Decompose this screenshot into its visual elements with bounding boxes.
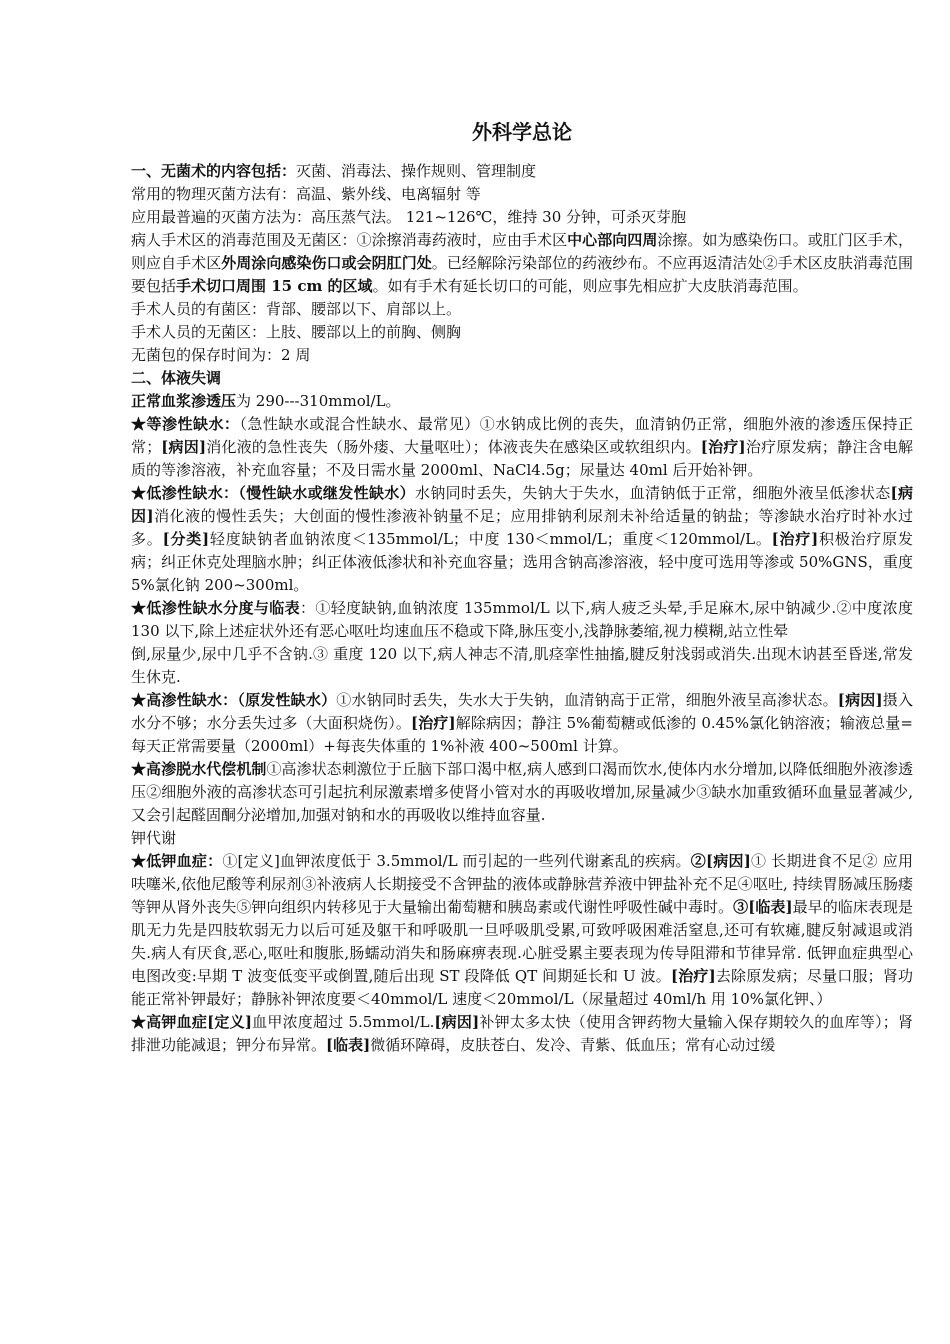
text-run: ①[定义]血钾浓度低于 3.5mmol/L 而引起的一些列代谢紊乱的疾病。 <box>222 852 691 870</box>
text-run: 病人手术区的消毒范围及无菌区：①涂擦消毒药液时，应由手术区 <box>131 231 568 249</box>
bold-run: ★等渗性缺水： <box>131 415 240 433</box>
physical-sterilization-line: 常用的物理灭菌方法有：高温、紫外线、电离辐射 等 <box>131 185 481 203</box>
common-sterilization-line: 应用最普遍的灭菌方法为：高压蒸气法。 121~126℃，维持 30 分钟，可杀灭芽胞 <box>131 208 687 226</box>
bold-run: ★低渗性缺水：（慢性缺水或继发性缺水） <box>131 484 415 502</box>
text-run: （急性缺水或混合性缺水、最常见）①水钠成比例的丧失，血清钠仍正常，细胞外液的渗透压保持正常； <box>131 415 913 456</box>
text-run: ①高渗状态刺激位于丘脑下部口渴中枢,病人感到口渴而饮水,使体内水分增加,以降低细胞外液渗透压②细胞外液的高渗状态可引起抗利尿激素增多使肾小管对水的再吸收增加,尿量减少③缺水加重致循环血量显著减少,又会引起醛固酮分泌增加,加强对钠和水的再吸收以维持血容量. <box>131 760 913 824</box>
text-run: 。已经解除污染部位的药液纱布。不应再返清洁处②手术区皮肤消毒范围要包括 <box>131 254 913 295</box>
hypokalemia-paragraph <box>131 850 913 1011</box>
text-run: 解除病因；静注 5%葡萄糖或低渗的 0.45%氯化钠溶液；输液总量=每天正常需要量（2000ml）+每丧失体重的 1%补液 400~500ml 计算。 <box>131 714 913 755</box>
section-2-heading: 二、体液失调 <box>131 369 222 387</box>
text-run: 微循环障碍，皮肤苍白、发冷、青紫、低血压；常有心动过缓 <box>370 1036 776 1054</box>
bold-run: [病因] <box>161 438 207 456</box>
text-run: 轻度缺钠者血钠浓度＜135mmol/L；中度 130＜mmol/L；重度＜120mmol/L。 <box>209 530 772 548</box>
bold-run: [治疗] <box>670 967 716 985</box>
bold-run: [病因] <box>837 691 883 709</box>
hypotonic-grade-continued: 倒,尿量少,尿中几乎不含钠.③ 重度 120 以下,病人神志不清,肌痉挛性抽搐,腱反射浅弱或消失.出现木讷甚至昏迷,常发生休克. <box>131 645 913 686</box>
text-run: 水钠同时丢失，失钠大于失水，血清钠低于正常，细胞外液呈低渗状态 <box>414 484 891 502</box>
section-1-heading: 一、无菌术的内容包括： <box>131 162 297 180</box>
bold-run: ★低渗性缺水分度与临表 <box>131 599 300 617</box>
text-run: ①水钠同时丢失，失水大于失钠，血清钠高于正常，细胞外液呈高渗状态。 <box>336 691 838 709</box>
text-run: 去除原发病；尽量口服；肾功能正常补钾最好；静脉补钾浓度要＜40mmol/L 速度＜20mmol/L（尿量超过 40ml/h 用 10%氯化钾、） <box>131 967 913 1008</box>
sterile-zone-line: 手术人员的无菌区：上肢、腰部以上的前胸、侧胸 <box>131 323 462 341</box>
bold-run: 外周涂向感染伤口或会阴肛门处 <box>221 254 432 272</box>
text-run: 血甲浓度超过 5.5mmol/L. <box>251 1013 435 1031</box>
storage-time-line: 无菌包的保存时间为：2 周 <box>131 346 311 364</box>
bold-run: ★高渗脱水代偿机制 <box>131 760 267 778</box>
bold-run: 手术切口周围 15 cm 的区域 <box>176 277 373 295</box>
bold-run: [病因] <box>434 1013 480 1031</box>
hypertonic-dehydration-paragraph <box>131 689 913 758</box>
hypotonic-grade-paragraph <box>131 597 913 643</box>
text-run: ：①轻度缺钠,血钠浓度 135mmol/L 以下,病人疲乏头晕,手足麻木,尿中钠减少.②中度浓度 130 以下,除上述症状外还有恶心呕吐均速血压不稳或下降,脉压变小,浅静脉萎缩,视力模糊,站立性晕 <box>131 599 913 640</box>
text-run: 积极治疗原发病；纠正休克处理脑水肿；纠正体液低渗状和补充血容量；选用含钠高渗溶液，轻中度可选用等渗或 50%GNS，重度 5%氯化钠 200~300ml。 <box>131 530 913 594</box>
document-page <box>131 118 913 1057</box>
bold-run: ②[病因] <box>690 852 751 870</box>
text-run: 补钾太多太快（使用含钾药物大量输入保存期较久的血库等）；肾排泄功能减退；钾分布异常。 <box>131 1013 913 1054</box>
bold-run: [治疗] <box>411 714 456 732</box>
bold-run: 中心部向四周 <box>567 231 658 249</box>
bold-run: 正常血浆渗透压 <box>131 392 237 410</box>
text-run: 涂擦。如为感染伤口。或肛门区手术，则应自手术区 <box>131 231 913 272</box>
section-1-heading-line <box>131 160 913 183</box>
section-1-heading-rest: 灭菌、消毒法、操作规则、管理制度 <box>296 162 537 180</box>
compensation-mechanism-paragraph <box>131 758 913 827</box>
page-title: 外科学总论 <box>472 120 572 144</box>
hypotonic-dehydration-paragraph <box>131 482 913 597</box>
bold-run: ★低钾血症： <box>131 852 223 870</box>
potassium-metabolism-heading: 钾代谢 <box>131 829 177 847</box>
disinfection-range-paragraph <box>131 229 913 298</box>
text-run: 治疗原发病；静注含电解质的等渗溶液，补充血容量；不及日需水量 2000ml、NaCl4.5g；尿量达 40ml 后开始补钾。 <box>131 438 913 479</box>
text-run: 消化液的急性丧失（肠外瘘、大量呕吐）；体液丧失在感染区或软组织内。 <box>206 438 701 456</box>
bold-run: ③[临表] <box>733 898 793 916</box>
contaminated-zone-line: 手术人员的有菌区：背部、腰部以下、肩部以上。 <box>131 300 462 318</box>
isotonic-dehydration-paragraph <box>131 413 913 482</box>
bold-run: ★高渗性缺水：（原发性缺水） <box>131 691 337 709</box>
text-run: 消化液的慢性丢失；大创面的慢性渗液补钠量不足；应用排钠利尿剂未补给适量的钠盐；等渗缺水治疗时补水过多。 <box>131 507 913 548</box>
hyperkalemia-paragraph <box>131 1011 913 1057</box>
bold-run: ★高钾血症[定义] <box>131 1013 252 1031</box>
osmotic-pressure-line <box>131 390 913 413</box>
text-run: 为 290---310mmol/L。 <box>236 392 401 410</box>
text-run: 最早的临床表现是肌无力先是四肢软弱无力以后可延及躯干和呼吸肌一旦呼吸肌受累,可致呼吸困难活窒息,还可有软瘫,腱反射减退或消失.病人有厌食,恶心,呕吐和腹胀,肠蠕动消失和肠麻痹表现.心脏受累主要表现为传导阻滞和节律异常. 低钾血症典型心电图改变:早期 T 波变低变平或倒置,随后出现 ST 段降低 QT 间期延长和 U 波。 <box>131 898 913 985</box>
text-run: ① 长期进食不足② 应用呋噻米,依他尼酸等利尿剂③补液病人长期接受不含钾盐的液体或静脉营养液中钾盐补充不足④呕吐, 持续胃肠减压肠瘘等钾从肾外丧失⑤钾向组织内转移见于大量输出葡萄糖和胰岛素或代谢性呼吸性碱中毒时。 <box>131 852 913 916</box>
text-run: 摄入水分不够；水分丢失过多（大面积烧伤）。 <box>131 691 913 732</box>
bold-run: [分类] <box>162 530 210 548</box>
bold-run: [治疗] <box>771 530 819 548</box>
bold-run: [临表] <box>326 1036 371 1054</box>
text-run: 。如有手术有延长切口的可能，则应事先相应扩大皮肤消毒范围。 <box>372 277 808 295</box>
bold-run: [治疗] <box>700 438 746 456</box>
bold-run: [病因] <box>131 484 913 525</box>
